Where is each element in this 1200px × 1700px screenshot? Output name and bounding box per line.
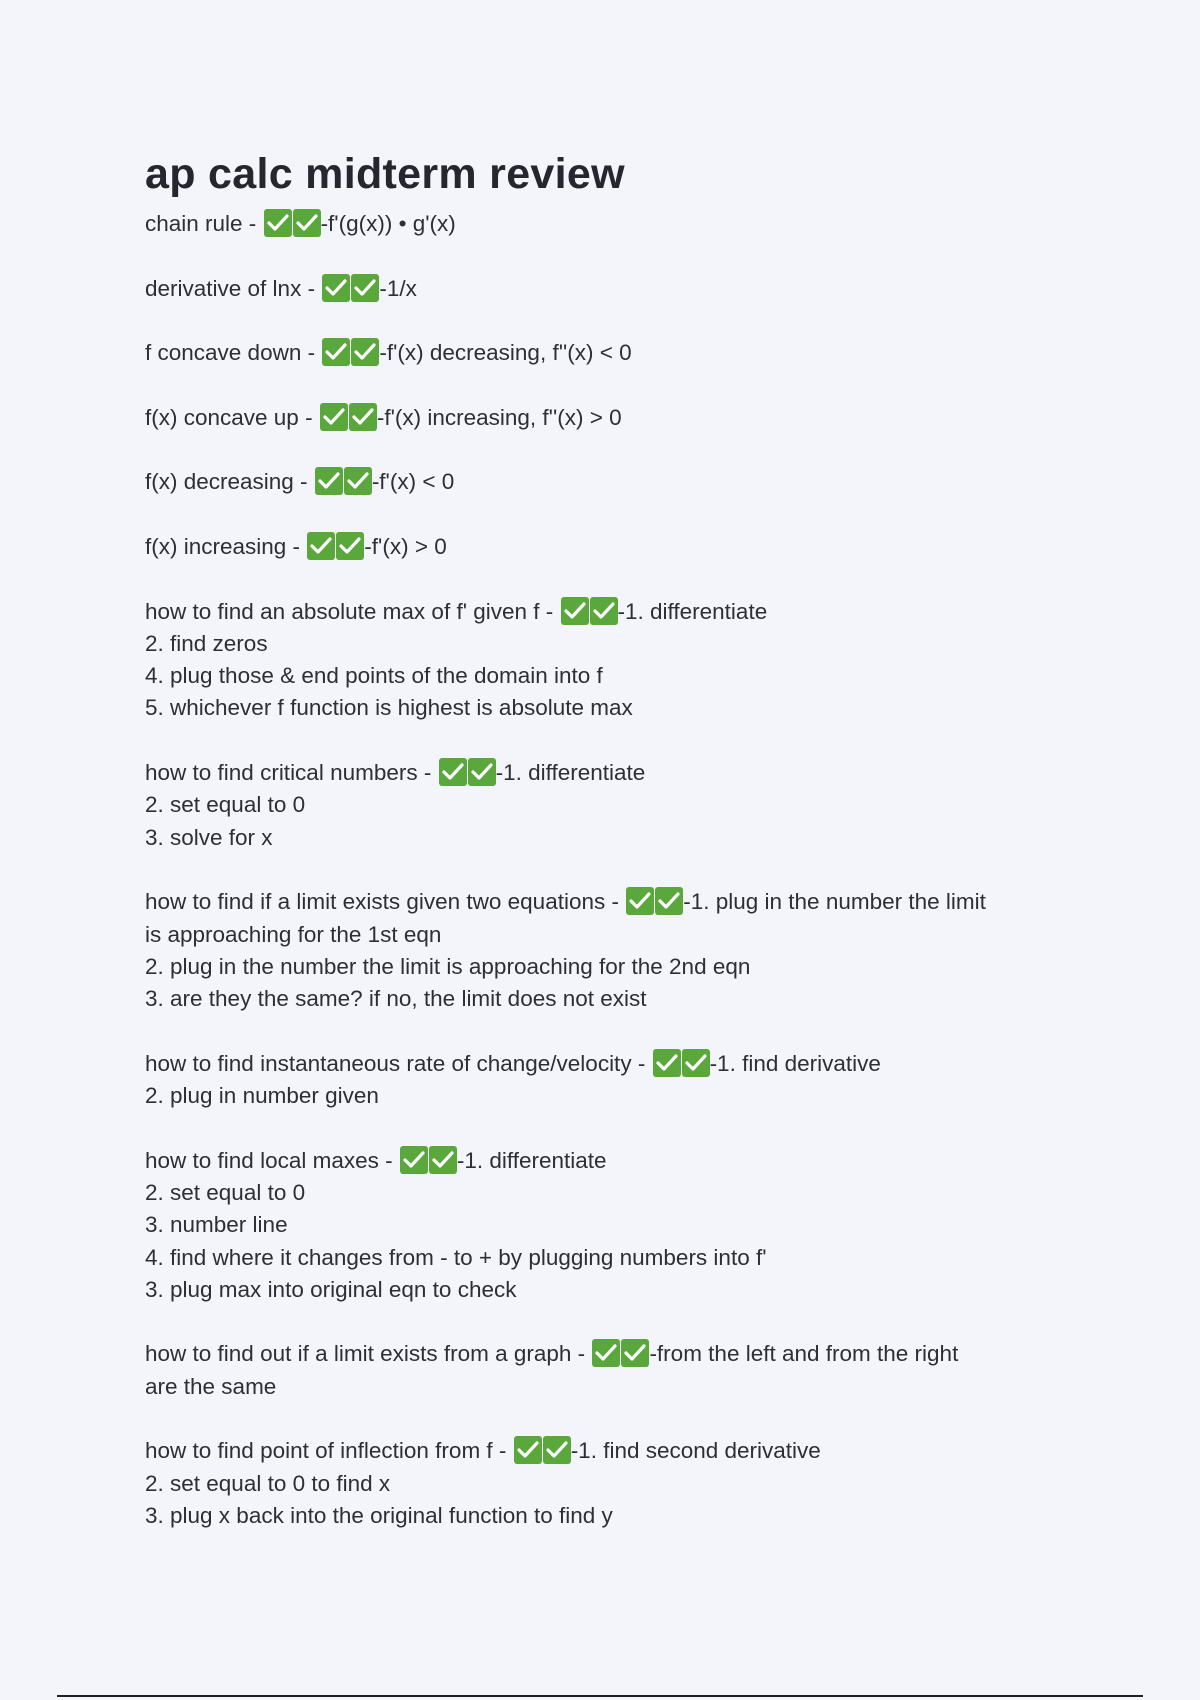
check-mark-icon	[543, 1436, 571, 1464]
flashcard-first-line	[145, 208, 1105, 240]
flashcard-answer-text: 5. whichever f function is highest is absolute max	[145, 695, 633, 721]
check-mark-icon	[592, 1339, 620, 1367]
flashcard-answer-line	[145, 692, 1105, 724]
flashcard-entry	[145, 208, 1105, 240]
flashcard-answer-text: -f'(g(x)) • g'(x)	[320, 211, 456, 236]
flashcard-term: how to find instantaneous rate of change/velocity -	[145, 1050, 652, 1076]
check-mark-icon	[429, 1146, 457, 1174]
flashcard-first-line	[145, 886, 1105, 918]
flashcard-term: how to find out if a limit exists from a graph -	[145, 1341, 592, 1367]
flashcard-entry	[145, 273, 1105, 305]
check-mark-icon	[439, 758, 467, 786]
check-mark-icon	[682, 1049, 710, 1077]
flashcard-answer-text: -f'(x) < 0	[371, 469, 455, 495]
flashcard-answer-text: -1. differentiate	[456, 1147, 607, 1173]
page-title: ap calc midterm review	[145, 150, 625, 198]
flashcard-answer-text: are the same	[145, 1373, 277, 1399]
flashcard-first-line	[145, 337, 1105, 369]
flashcard-entry	[145, 531, 1105, 563]
check-mark-icon	[655, 887, 683, 915]
flashcard-answer-line	[145, 1500, 1105, 1532]
document	[145, 148, 1105, 1564]
check-mark-icon	[293, 209, 321, 237]
flashcard-answer-text: 2. find zeros	[145, 630, 268, 656]
flashcard-answer-line	[145, 628, 1105, 660]
check-mark-icon	[400, 1146, 428, 1174]
flashcard-answer-line	[145, 1080, 1105, 1112]
flashcard-answer-text: -f'(x) > 0	[364, 533, 447, 559]
flashcard-term: how to find point of inflection from f -	[145, 1438, 513, 1464]
flashcard-answer-text: -1. find derivative	[709, 1050, 881, 1076]
flashcard-entry	[145, 402, 1105, 434]
check-mark-icon	[626, 887, 654, 915]
flashcard-entry	[145, 466, 1105, 498]
flashcard-first-line	[145, 273, 1105, 305]
flashcard-term: how to find critical numbers -	[145, 760, 438, 786]
check-mark-icon	[621, 1339, 649, 1367]
flashcard-answer-line	[145, 1274, 1105, 1306]
flashcard-entry	[145, 337, 1105, 369]
flashcard-answer-text: 2. set equal to 0 to find x	[145, 1470, 391, 1496]
bottom-divider	[57, 1695, 1143, 1697]
check-mark-icon	[322, 338, 350, 366]
flashcard-first-line	[145, 466, 1105, 498]
flashcard-list	[145, 208, 1105, 1532]
flashcard-answer-text: 3. plug max into original eqn to check	[145, 1276, 517, 1302]
flashcard-answer-line	[145, 660, 1105, 692]
flashcard-answer-line	[145, 1468, 1105, 1500]
flashcard-first-line	[145, 596, 1105, 628]
flashcard-answer-line	[145, 951, 1105, 983]
flashcard-term: derivative of lnx -	[145, 275, 322, 301]
flashcard-answer-text: 2. plug in the number the limit is approaching for the 2nd eqn	[145, 953, 751, 979]
check-mark-icon	[590, 597, 618, 625]
flashcard-answer-text: -1. differentiate	[617, 598, 768, 624]
flashcard-first-line	[145, 531, 1105, 563]
check-mark-icon	[307, 532, 335, 560]
flashcard-answer-text: -1. differentiate	[495, 760, 646, 786]
flashcard-answer-text: 2. set equal to 0	[145, 792, 306, 818]
flashcard-answer-line	[145, 1242, 1105, 1274]
check-mark-icon	[349, 403, 377, 431]
flashcard-answer-text: 4. plug those & end points of the domain into f	[145, 663, 603, 689]
flashcard-term: how to find local maxes -	[145, 1147, 399, 1173]
flashcard-entry	[145, 886, 1105, 1015]
check-mark-icon	[322, 274, 350, 302]
flashcard-answer-text: is approaching for the 1st eqn	[145, 921, 442, 947]
flashcard-answer-line	[145, 1177, 1105, 1209]
check-mark-icon	[315, 467, 343, 495]
flashcard-entry	[145, 596, 1105, 725]
check-mark-icon	[320, 403, 348, 431]
flashcard-answer-line	[145, 919, 1105, 951]
flashcard-answer-text: -f'(x) increasing, f''(x) > 0	[376, 404, 622, 430]
check-mark-icon	[561, 597, 589, 625]
flashcard-term: f(x) increasing -	[145, 533, 307, 559]
flashcard-answer-text: 3. plug x back into the original function to find y	[145, 1502, 613, 1528]
flashcard-answer-text: 4. find where it changes from - to + by plugging numbers into f'	[145, 1244, 767, 1270]
flashcard-answer-line	[145, 822, 1105, 854]
flashcard-answer-text: -1. plug in the number the limit	[683, 889, 986, 915]
flashcard-term: how to find an absolute max of f' given f -	[145, 598, 560, 624]
flashcard-answer-text: -f'(x) decreasing, f''(x) < 0	[379, 340, 632, 366]
flashcard-answer-text: -1/x	[379, 275, 417, 301]
flashcard-first-line	[145, 402, 1105, 434]
flashcard-first-line	[145, 1435, 1105, 1467]
check-mark-icon	[653, 1049, 681, 1077]
flashcard-answer-line	[145, 1209, 1105, 1241]
flashcard-answer-line	[145, 1371, 1105, 1403]
check-mark-icon	[351, 338, 379, 366]
check-mark-icon	[351, 274, 379, 302]
flashcard-term: f(x) concave up -	[145, 404, 319, 430]
flashcard-first-line	[145, 1145, 1105, 1177]
flashcard-answer-text: 2. plug in number given	[145, 1083, 379, 1109]
flashcard-answer-line	[145, 983, 1105, 1015]
flashcard-answer-text: 3. are they the same? if no, the limit does not exist	[145, 986, 647, 1012]
check-mark-icon	[264, 209, 292, 237]
flashcard-first-line	[145, 1048, 1105, 1080]
flashcard-term: how to find if a limit exists given two equations -	[145, 889, 626, 915]
check-mark-icon	[344, 467, 372, 495]
flashcard-entry	[145, 1338, 1105, 1403]
flashcard-entry	[145, 1145, 1105, 1306]
flashcard-answer-text: 3. solve for x	[145, 824, 273, 850]
flashcard-term: f(x) decreasing -	[145, 469, 314, 495]
flashcard-entry	[145, 1048, 1105, 1113]
flashcard-answer-line	[145, 789, 1105, 821]
flashcard-entry	[145, 1435, 1105, 1532]
flashcard-answer-text: 3. number line	[145, 1212, 288, 1238]
check-mark-icon	[514, 1436, 542, 1464]
check-mark-icon	[468, 758, 496, 786]
flashcard-term: f concave down -	[145, 340, 322, 366]
flashcard-first-line	[145, 1338, 1105, 1370]
check-mark-icon	[336, 532, 364, 560]
flashcard-term: chain rule -	[145, 211, 263, 236]
flashcard-answer-text: -from the left and from the right	[649, 1341, 959, 1367]
flashcard-answer-text: -1. find second derivative	[570, 1438, 821, 1464]
flashcard-first-line	[145, 757, 1105, 789]
flashcard-entry	[145, 757, 1105, 854]
flashcard-answer-text: 2. set equal to 0	[145, 1179, 306, 1205]
